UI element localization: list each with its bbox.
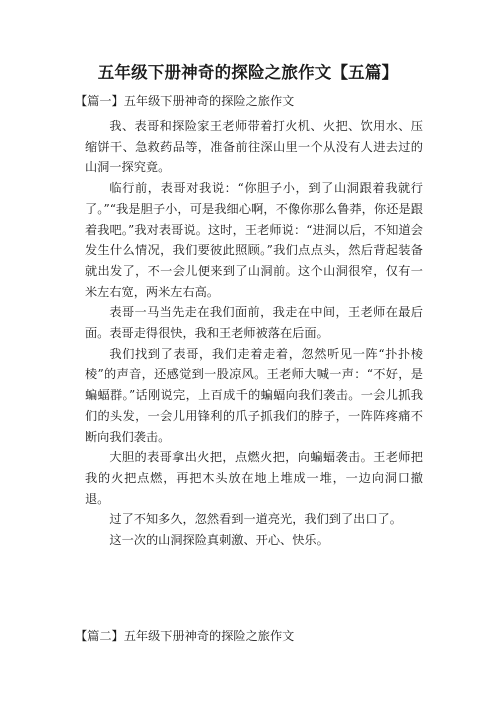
paragraph: 过了不知多久，忽然看到一道亮光，我们到了出口了。 (109, 512, 402, 527)
paragraph: 大胆的表哥拿出火把，点燃火把，向蝙蝠袭击。王老师把我的火把点燃，再把木头放在地上堆成一堆，一边向洞口撤退。 (85, 450, 423, 506)
document-title: 五年级下册神奇的探险之旅作文【五篇】 (97, 63, 399, 82)
paragraph: 我们找到了表哥，我们走着走着，忽然听见一阵“扑扑棱棱”的声音，还感觉到一股凉风。王老师大喊一声：“不好，是蝙蝠群。”话刚说完，上百成千的蝙蝠向我们袭击。一会儿抓我们的头发，一会儿用锋利的爪子抓我们的脖子，一阵阵疼痛不断向我们袭击。 (85, 346, 423, 444)
section-body-1 (85, 116, 423, 551)
paragraph: 表哥一马当先走在我们面前，我走在中间，王老师在最后面。表哥走得很快，我和王老师被落在后面。 (85, 305, 423, 341)
section-heading-1: 【篇一】五年级下册神奇的探险之旅作文 (75, 94, 295, 108)
paragraph: 我、表哥和探险家王老师带着打火机、火把、饮用水、压缩饼干、急救药品等，准备前往深山里一个从没有人进去过的山洞一探究竟。 (85, 119, 423, 175)
paragraph: 临行前，表哥对我说：“你胆子小，到了山洞跟着我就行了。”“我是胆子小，可是我细心啊，不像你那么鲁莽，你还是跟着我吧。”我对表哥说。这时，王老师说：“进洞以后，不知道会发生什么情况，我们要彼此照顾。”我们点点头，然后背起装备就出发了，不一会儿便来到了山洞前。这个山洞很窄，仅有一米左右宽，两米左右高。 (85, 181, 423, 299)
paragraph: 这一次的山洞探险真刺激、开心、快乐。 (109, 533, 329, 548)
section-heading-2: 【篇二】五年级下册神奇的探险之旅作文 (75, 629, 295, 643)
